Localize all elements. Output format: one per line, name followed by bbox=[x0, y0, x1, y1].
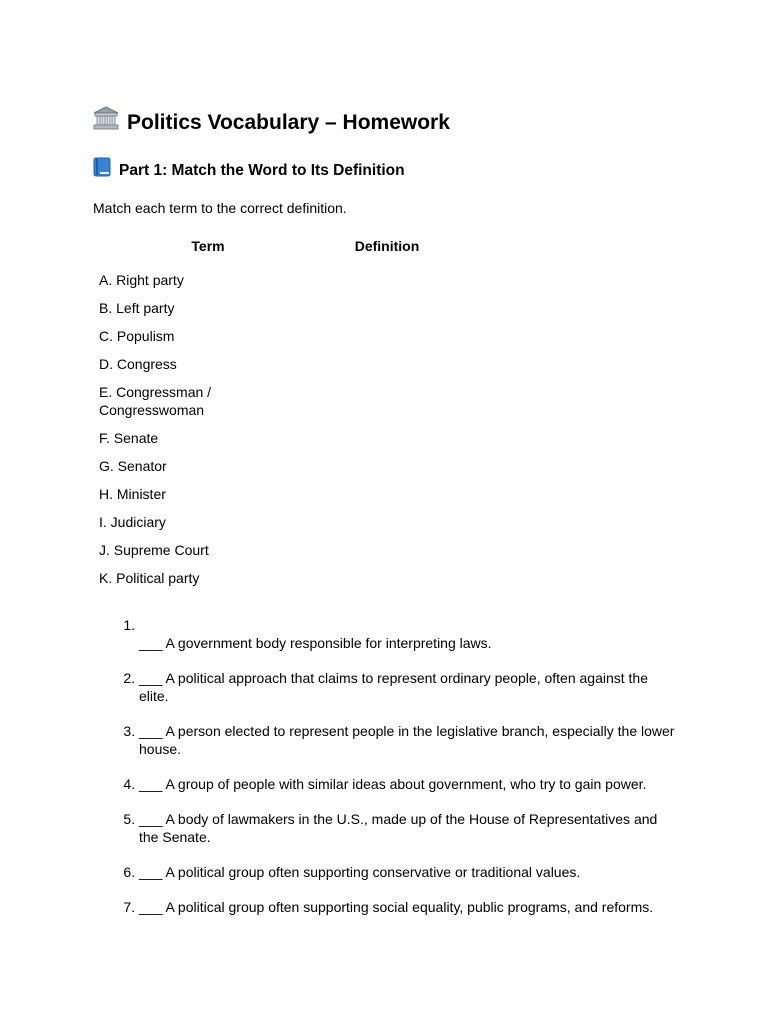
definition-cell bbox=[323, 564, 451, 592]
table-row bbox=[93, 480, 451, 508]
terms-table bbox=[93, 236, 451, 592]
definition-cell bbox=[323, 378, 451, 424]
definition-text: ___ A political group often supporting social equality, public programs, and reforms. bbox=[139, 899, 654, 915]
classical-building-icon bbox=[93, 106, 119, 139]
list-item bbox=[139, 898, 679, 916]
table-row bbox=[93, 322, 451, 350]
term-cell: H. Minister bbox=[99, 486, 166, 502]
definitions-list bbox=[93, 616, 679, 916]
definition-text: ___ A group of people with similar ideas about government, who try to gain power. bbox=[139, 776, 647, 792]
list-item bbox=[139, 722, 679, 758]
definition-cell bbox=[323, 350, 451, 378]
list-item bbox=[139, 775, 679, 793]
table-row bbox=[93, 508, 451, 536]
definition-text: ___ A political group often supporting conservative or traditional values. bbox=[139, 864, 581, 880]
table-row bbox=[93, 266, 451, 294]
table-row bbox=[93, 452, 451, 480]
definition-cell bbox=[323, 294, 451, 322]
table-row bbox=[93, 564, 451, 592]
table-row bbox=[93, 378, 451, 424]
term-cell: A. Right party bbox=[99, 272, 184, 288]
part1-heading bbox=[93, 157, 693, 184]
definition-text: ___ A government body responsible for interpreting laws. bbox=[139, 635, 492, 651]
definition-cell bbox=[323, 508, 451, 536]
page-title bbox=[93, 106, 693, 139]
term-cell: K. Political party bbox=[99, 570, 200, 586]
definition-cell bbox=[323, 536, 451, 564]
term-cell: F. Senate bbox=[99, 430, 159, 446]
term-cell: G. Senator bbox=[99, 458, 167, 474]
definition-column-header: Definition bbox=[354, 238, 420, 254]
table-row bbox=[93, 424, 451, 452]
term-column-header: Term bbox=[191, 238, 225, 254]
table-row bbox=[93, 536, 451, 564]
term-cell: J. Supreme Court bbox=[99, 542, 209, 558]
list-item bbox=[139, 810, 679, 846]
definition-cell bbox=[323, 322, 451, 350]
definition-text: ___ A person elected to represent people in the legislative branch, especially the lower house. bbox=[139, 723, 675, 757]
page-title-text: Politics Vocabulary – Homework bbox=[127, 110, 450, 134]
list-item bbox=[139, 669, 679, 705]
term-cell: B. Left party bbox=[99, 300, 175, 316]
definition-cell bbox=[323, 266, 451, 294]
definition-cell bbox=[323, 424, 451, 452]
definition-cell bbox=[323, 452, 451, 480]
terms-table-header-row bbox=[93, 236, 451, 266]
table-row bbox=[93, 350, 451, 378]
list-item bbox=[139, 863, 679, 881]
definition-cell bbox=[323, 480, 451, 508]
definition-text: ___ A political approach that claims to represent ordinary people, often against the elite. bbox=[139, 670, 648, 704]
blue-book-icon bbox=[93, 157, 111, 184]
definition-text: ___ A body of lawmakers in the U.S., made up of the House of Representatives and the Senate. bbox=[139, 811, 658, 845]
part1-heading-text: Part 1: Match the Word to Its Definition bbox=[119, 161, 405, 179]
list-item bbox=[139, 616, 679, 652]
worksheet-page bbox=[93, 106, 693, 933]
term-cell: E. Congressman / Congresswoman bbox=[99, 384, 212, 418]
term-cell: I. Judiciary bbox=[99, 514, 166, 530]
term-cell: C. Populism bbox=[99, 328, 175, 344]
instructions: Match each term to the correct definition. bbox=[93, 200, 347, 216]
term-cell: D. Congress bbox=[99, 356, 177, 372]
table-row bbox=[93, 294, 451, 322]
